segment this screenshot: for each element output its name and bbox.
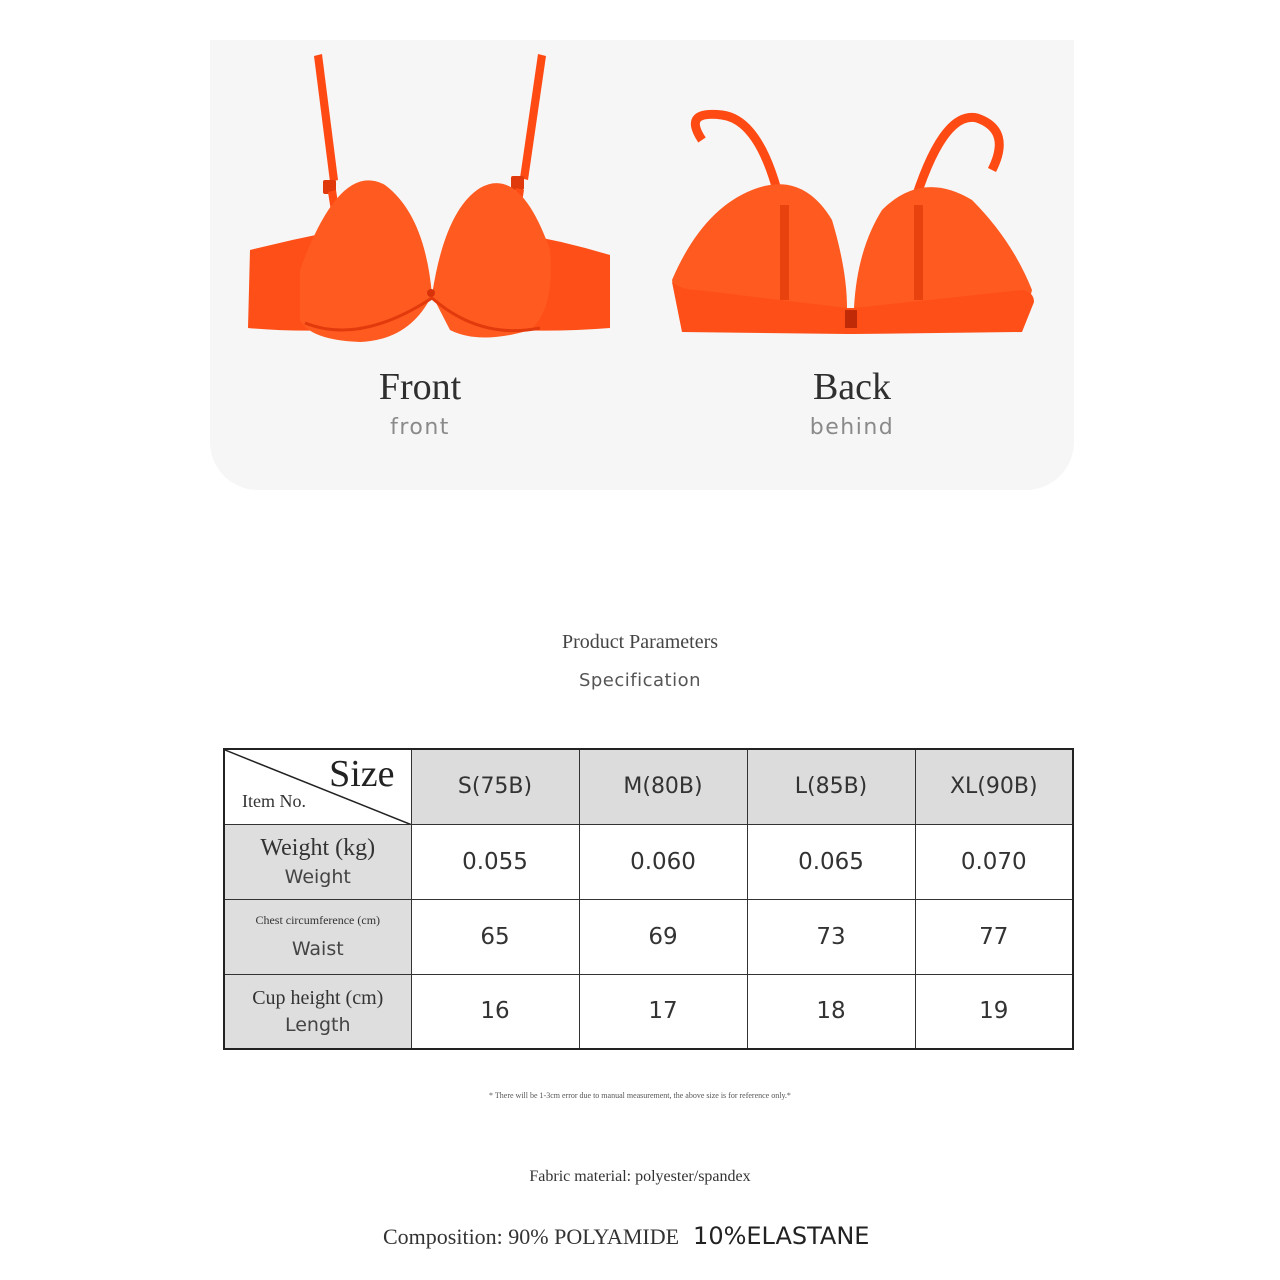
row-sublabel: Weight xyxy=(284,866,351,888)
size-header: XL(90B) xyxy=(915,749,1073,824)
row-sublabel: Waist xyxy=(291,938,344,960)
params-subtitle: Specification xyxy=(578,670,702,691)
row-label: Chest circumference (cm) xyxy=(255,913,381,927)
corner-size-label: Size xyxy=(329,753,395,795)
front-subtitle: front xyxy=(390,415,450,440)
table-row xyxy=(224,824,1073,899)
table-cell: 69 xyxy=(579,899,747,974)
row-label-chest xyxy=(224,899,411,974)
table-cell: 0.070 xyxy=(915,824,1073,899)
product-views-panel xyxy=(210,40,1074,490)
spec-table xyxy=(223,748,1074,1050)
table-cell: 19 xyxy=(915,974,1073,1049)
back-subtitle: behind xyxy=(809,415,895,440)
row-sublabel: Length xyxy=(284,1013,351,1036)
table-cell: 77 xyxy=(915,899,1073,974)
measurement-note: * There will be 1-3cm error due to manual measurement, the above size is for reference only.* xyxy=(489,1091,791,1100)
row-label-weight xyxy=(224,824,411,899)
front-view xyxy=(210,40,630,490)
fabric-material: Fabric material: polyester/spandex xyxy=(529,1168,751,1185)
table-header-row xyxy=(224,749,1073,824)
corner-cell xyxy=(224,749,411,824)
bra-front-image xyxy=(210,40,630,360)
corner-item-label: Item No. xyxy=(242,790,306,811)
composition-polyamide: Composition: 90% POLYAMIDE xyxy=(383,1224,680,1249)
table-cell: 18 xyxy=(747,974,915,1049)
table-cell: 0.060 xyxy=(579,824,747,899)
table-cell: 0.065 xyxy=(747,824,915,899)
table-cell: 73 xyxy=(747,899,915,974)
row-label: Weight (kg) xyxy=(260,835,376,861)
table-row xyxy=(224,899,1073,974)
composition xyxy=(383,1222,869,1250)
table-cell: 65 xyxy=(411,899,579,974)
params-title: Product Parameters xyxy=(561,631,719,653)
table-cell: 0.055 xyxy=(411,824,579,899)
bra-back-image xyxy=(642,40,1062,360)
front-title: Front xyxy=(378,366,462,408)
row-label: Cup height (cm) xyxy=(252,986,384,1009)
composition-elastane: 10%ELASTANE xyxy=(693,1222,870,1250)
table-row xyxy=(224,974,1073,1049)
table-cell: 16 xyxy=(411,974,579,1049)
row-label-cup xyxy=(224,974,411,1049)
size-header: L(85B) xyxy=(747,749,915,824)
back-title: Back xyxy=(812,366,892,408)
back-view xyxy=(642,40,1062,490)
size-header: M(80B) xyxy=(579,749,747,824)
table-cell: 17 xyxy=(579,974,747,1049)
size-header: S(75B) xyxy=(411,749,579,824)
